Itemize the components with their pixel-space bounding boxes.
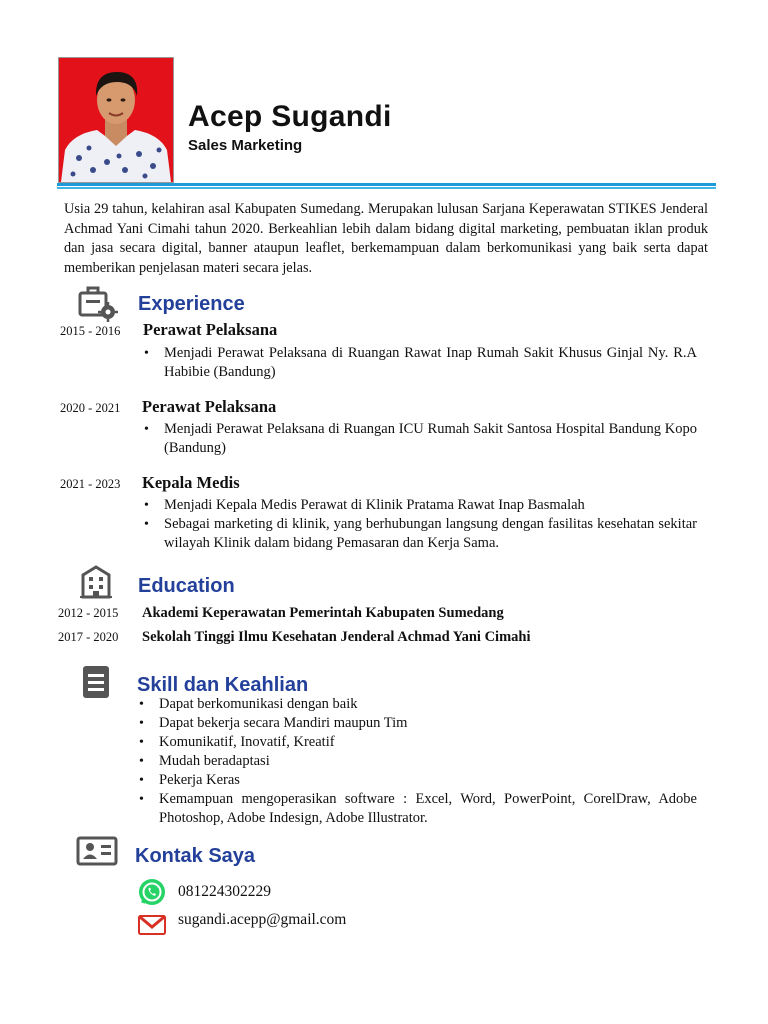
experience-bullets <box>142 344 697 382</box>
experience-position: Kepala Medis <box>142 473 240 492</box>
contact-email: sugandi.acepp@gmail.com <box>178 911 347 928</box>
list-item: • Menjadi Perawat Pelaksana di Ruangan Rawat Inap Rumah Sakit Khusus Ginjal Ny. R.A Habibie (Bandung) <box>142 344 697 382</box>
experience-bullets <box>142 420 697 458</box>
header-divider <box>57 183 716 190</box>
whatsapp-icon <box>138 878 166 911</box>
contact-card-icon <box>76 835 118 872</box>
list-item: • Menjadi Kepala Medis Perawat di Klinik Pratama Rawat Inap Basmalah <box>142 496 697 515</box>
list-item: • Mudah beradaptasi <box>137 752 697 771</box>
experience-years: 2020 - 2021 <box>60 401 121 415</box>
education-heading: Education <box>138 575 235 597</box>
list-item: • Menjadi Perawat Pelaksana di Ruangan ICU Rumah Sakit Santosa Hospital Bandung Kopo (Bandung) <box>142 420 697 458</box>
list-item: • Kemampuan mengoperasikan software : Excel, Word, PowerPoint, CorelDraw, Adobe Photoshop, Adobe Indesign, Adobe Illustrator. <box>137 790 697 828</box>
job-role: Sales Marketing <box>188 137 303 154</box>
list-item: • Dapat berkomunikasi dengan baik <box>137 695 697 714</box>
education-school: Akademi Keperawatan Pemerintah Kabupaten Sumedang <box>142 605 504 621</box>
skills-heading: Skill dan Keahlian <box>137 674 309 696</box>
gmail-icon <box>138 914 166 941</box>
experience-position: Perawat Pelaksana <box>143 320 278 339</box>
experience-heading: Experience <box>138 293 245 315</box>
contact-phone: 081224302229 <box>178 883 271 900</box>
education-school: Sekolah Tinggi Ilmu Kesehatan Jenderal Achmad Yani Cimahi <box>142 629 531 645</box>
briefcase-gear-icon <box>78 284 118 327</box>
experience-years: 2021 - 2023 <box>60 477 121 491</box>
experience-years: 2015 - 2016 <box>60 324 121 338</box>
profile-summary: Usia 29 tahun, kelahiran asal Kabupaten Sumedang. Merupakan lulusan Sarjana Keperawatan STIKES Jenderal Achmad Yani Cimahi tahun 2020. Berkeahlian lebih dalam bidang digital marketing, pembuatan iklan produk dan jasa secara digital, banner ataupun leaflet, berkemampuan dalam berkomunikasi yang baik serta dapat memberikan penjelasan materi secara jelas. <box>64 201 708 276</box>
experience-position: Perawat Pelaksana <box>142 397 277 416</box>
portrait-image <box>59 58 173 182</box>
person-name: Acep Sugandi <box>188 100 392 133</box>
profile-photo <box>58 57 174 183</box>
education-years: 2012 - 2015 <box>58 606 119 620</box>
building-icon <box>79 561 119 604</box>
list-item: • Komunikatif, Inovatif, Kreatif <box>137 733 697 752</box>
list-item: • Dapat bekerja secara Mandiri maupun Tim <box>137 714 697 733</box>
education-years: 2017 - 2020 <box>58 630 119 644</box>
document-list-icon <box>78 663 118 706</box>
skills-list <box>137 695 697 828</box>
contact-heading: Kontak Saya <box>135 845 256 867</box>
experience-bullets <box>142 496 697 553</box>
list-item: • Pekerja Keras <box>137 771 697 790</box>
list-item: • Sebagai marketing di klinik, yang berhubungan langsung dengan fasilitas kesehatan sekitar wilayah Klinik dalam bidang Pemasaran dan Kerja Sama. <box>142 515 697 553</box>
